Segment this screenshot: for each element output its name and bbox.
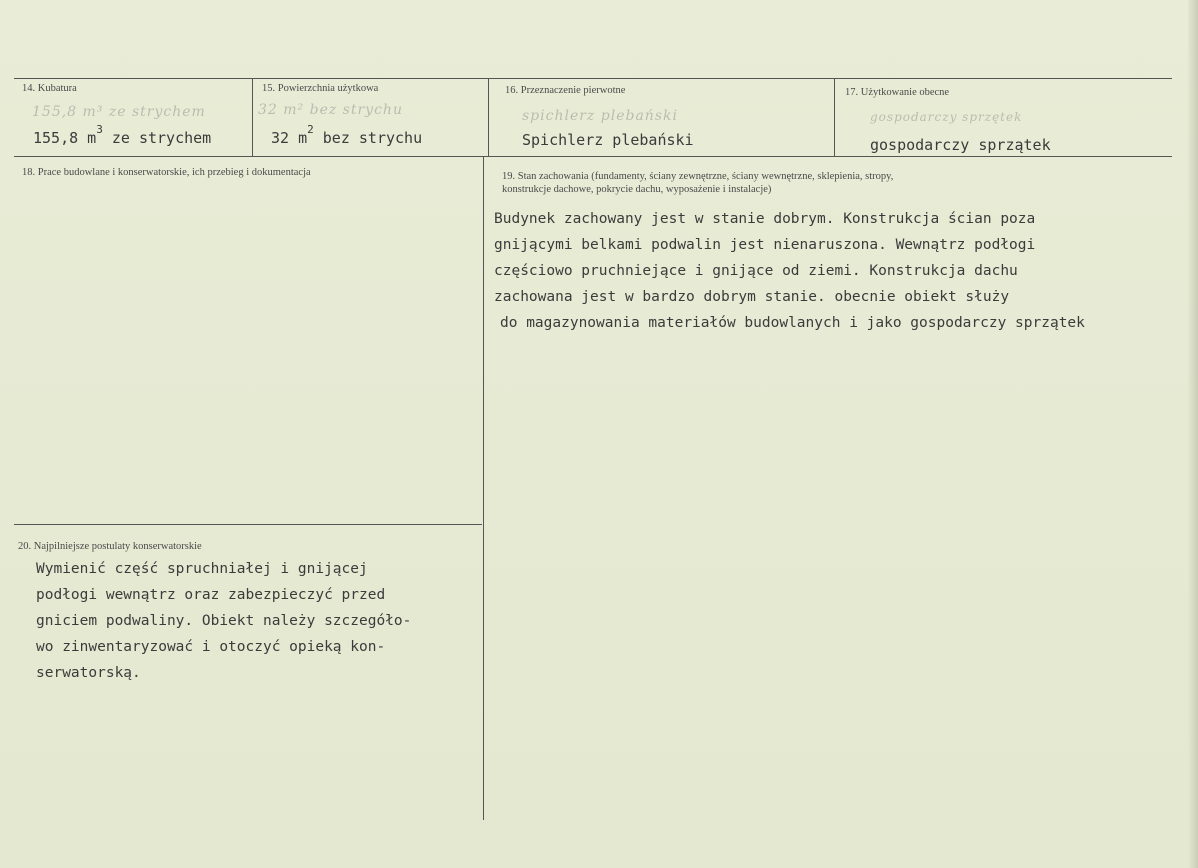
stan-label-line-2: konstrukcje dachowe, pokrycie dachu, wyposażenie i instalacje) [502, 184, 772, 195]
stan-description [494, 206, 1085, 336]
przeznaczenie-label: 16. Przeznaczenie pierwotne [505, 85, 626, 96]
postulaty-description [36, 556, 411, 686]
uzytkowanie-value: gospodarczy sprzątek [870, 136, 1051, 154]
stan-line: Budynek zachowany jest w stanie dobrym. Konstrukcja ścian poza [494, 211, 1036, 227]
top-border-line [14, 78, 1172, 79]
uzytkowanie-label: 17. Użytkowanie obecne [845, 87, 950, 98]
stan-line: do magazynowania materiałów budowlanych i jako gospodarczy sprzątek [500, 315, 1085, 331]
divider-14-15 [252, 78, 253, 156]
prace-label: 18. Prace budowlane i konserwatorskie, ich przebieg i dokumentacja [22, 167, 311, 178]
section-18-bottom-line [14, 524, 482, 525]
przeznaczenie-pencil-note: spichlerz plebański [522, 108, 678, 124]
powierzchnia-label: 15. Powierzchnia użytkowa [262, 83, 379, 94]
header-row-bottom-line [14, 156, 1172, 157]
postulaty-line: gniciem podwaliny. Obiekt należy szczegóło- [36, 613, 412, 629]
stan-line: zachowana jest w bardzo dobrym stanie. obecnie obiekt służy [494, 289, 1010, 305]
postulaty-label: 20. Najpilniejsze postulaty konserwatorskie [18, 541, 202, 552]
stan-label-line-1: 19. Stan zachowania (fundamenty, ściany zewnętrzne, ściany wewnętrzne, sklepienia, stropy, [502, 171, 894, 182]
card-right-edge [1188, 0, 1198, 868]
stan-line: częściowo pruchniejące i gnijące od ziemi. Konstrukcja dachu [494, 263, 1018, 279]
postulaty-line: Wymienić część spruchniałej i gnijącej [36, 561, 368, 577]
powierzchnia-value: 32 $m^2$ bez strychu [271, 123, 423, 147]
powierzchnia-pencil-note: 32 m² bez strychu [258, 102, 403, 118]
postulaty-line: podłogi wewnątrz oraz zabezpieczyć przed [36, 587, 386, 603]
stan-line: gnijącymi belkami podwalin jest nienaruszona. Wewnątrz podłogi [494, 237, 1036, 253]
postulaty-line: wo zinwentaryzować i otoczyć opieką kon- [36, 639, 386, 655]
przeznaczenie-value: Spichlerz plebański [522, 131, 694, 149]
postulaty-line: serwatorską. [36, 665, 141, 681]
divider-16-17 [834, 78, 835, 156]
main-column-divider [483, 156, 484, 820]
uzytkowanie-pencil-note: gospodarczy sprzętek [870, 110, 1023, 124]
kubatura-pencil-note: 155,8 m³ ze strychem [32, 104, 206, 120]
kubatura-label: 14. Kubatura [22, 83, 77, 94]
kubatura-value: 155,8 $m^3$ ze strychem [33, 123, 212, 147]
divider-15-16 [488, 78, 489, 156]
